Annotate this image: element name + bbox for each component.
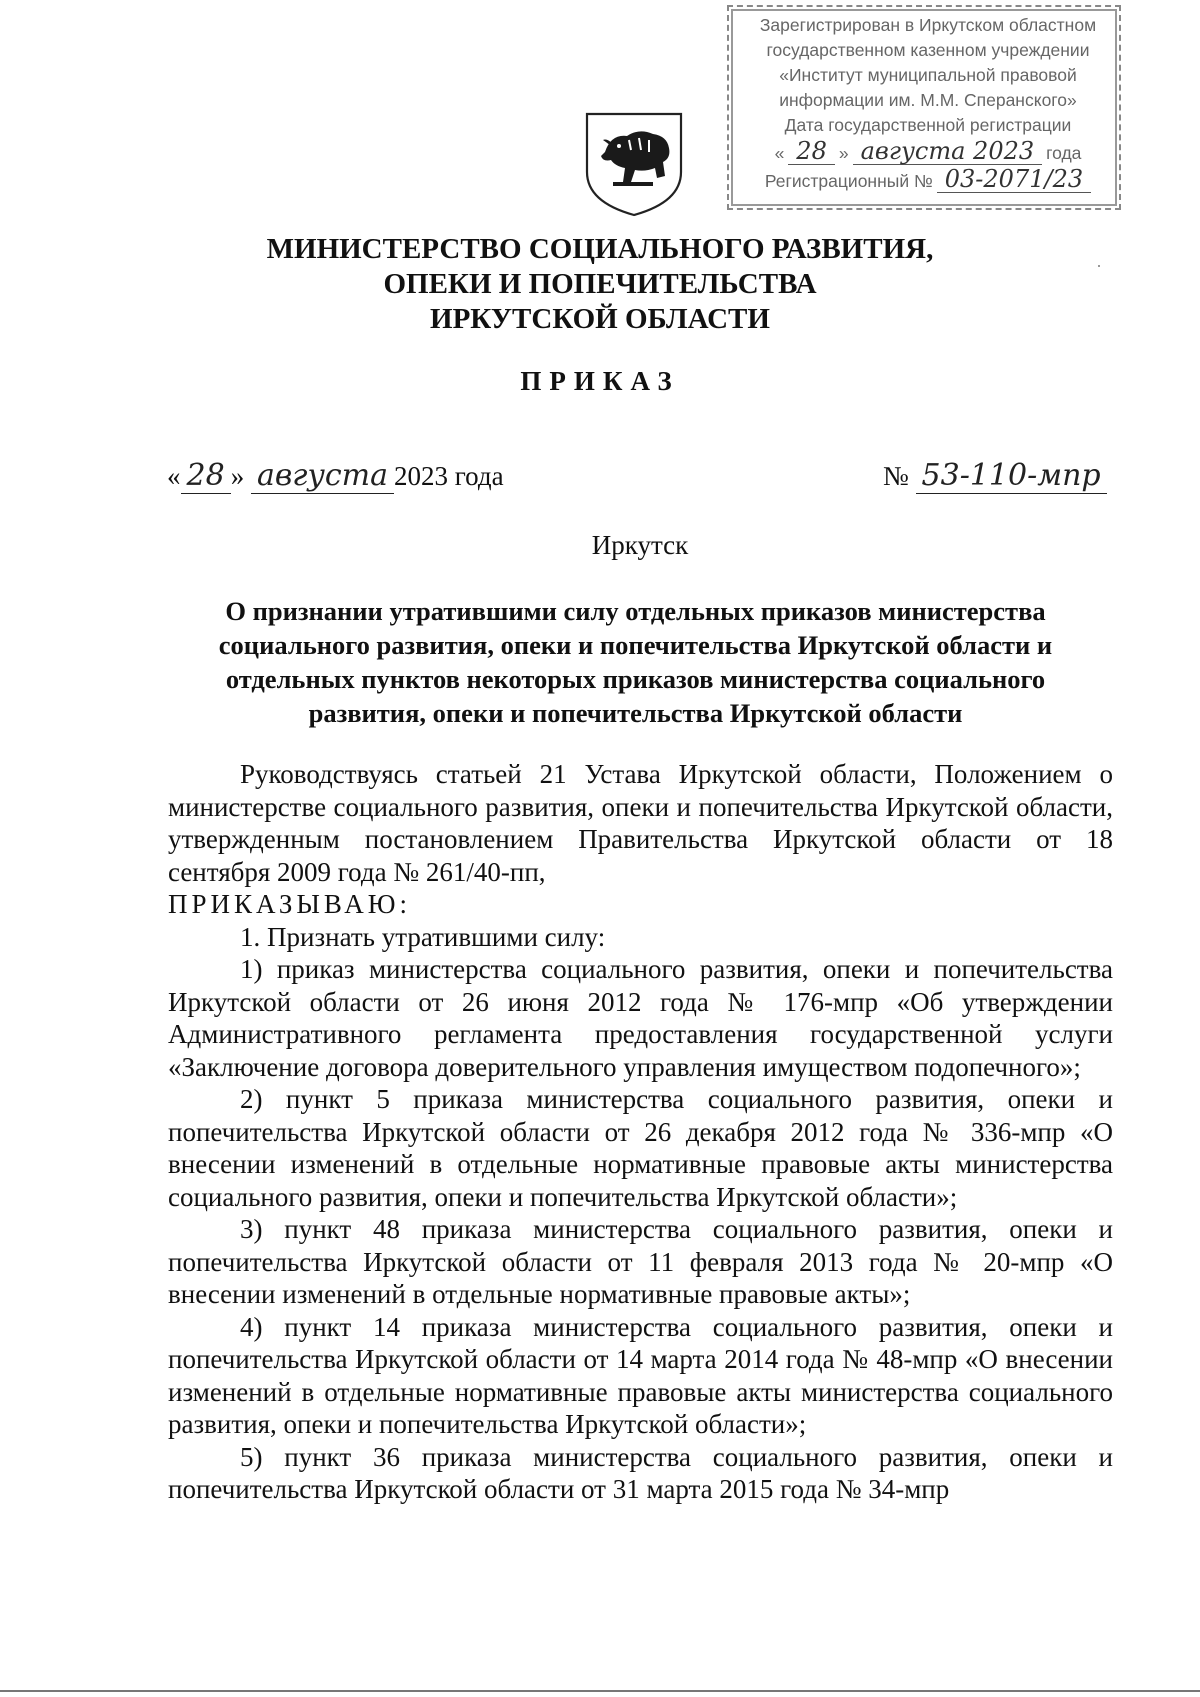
ministry-header — [0, 232, 1200, 337]
order-word: ПРИКАЗЫВАЮ: — [168, 889, 411, 919]
sub-item-1: 1) приказ министерства социального развития, опеки и попечительства Иркутской области от 26 июня 2012 года № 176-мпр «Об утверждении Административного регламента предоставления государственной услуги «Заключение договора доверительного управления имуществом подопечного»; — [168, 954, 1113, 1082]
stamp-line-4: информации им. М.М. Сперанского» — [779, 90, 1077, 110]
stamp-date-row — [747, 138, 1109, 166]
date-month: августа — [251, 458, 394, 494]
irkutsk-coat-of-arms-icon — [583, 110, 685, 218]
stamp-month: августа 2023 — [853, 138, 1043, 165]
number-sign: № — [883, 461, 909, 491]
stamp-day: 28 — [788, 138, 835, 165]
subject-line-2: социального развития, опеки и попечительства Иркутской области и — [218, 630, 1053, 660]
sub-item-2: 2) пункт 5 приказа министерства социального развития, опеки и попечительства Иркутской области от 26 декабря 2012 года № 336-мпр «О внесении изменений в отдельные нормативные правовые акты министерства социального развития, опеки и попечительства Иркутской области»; — [168, 1084, 1113, 1212]
stamp-year-suffix: года — [1046, 143, 1082, 163]
stamp-date-open: « — [774, 143, 785, 163]
sub-item-4: 4) пункт 14 приказа министерства социального развития, опеки и попечительства Иркутской области от 14 марта 2014 года № 48-мпр «О внесении изменений в отдельные нормативные правовые акты министерства социального развития, опеки и попечительства Иркутской области»; — [168, 1311, 1113, 1439]
sub-item-3: 3) пункт 48 приказа министерства социального развития, опеки и попечительства Иркутской области от 11 февраля 2013 года № 20-мпр «О внесении изменений в отдельные нормативные правовые акты»; — [168, 1214, 1113, 1309]
date-day: 28 — [181, 458, 231, 494]
date-open-quote: « — [167, 461, 181, 491]
date-year: 2023 года — [393, 461, 504, 491]
header-line-3: ИРКУТСКОЙ ОБЛАСТИ — [430, 303, 770, 335]
preamble-paragraph: Руководствуясь статьей 21 Устава Иркутской области, Положением о министерстве социального развития, опеки и попечительства Иркутской области, утвержденным постановлением Правительства Иркутской области от 18 сентября 2009 года № 261/40-пп, — [168, 759, 1113, 887]
order-title: ПРИКАЗ — [520, 366, 680, 396]
registration-stamp — [727, 5, 1121, 210]
subject-line-3: отдельных пунктов некоторых приказов министерства социального — [225, 664, 1046, 694]
order-date — [167, 458, 504, 493]
header-line-1: МИНИСТЕРСТВО СОЦИАЛЬНОГО РАЗВИТИЯ, — [266, 233, 934, 265]
item-1: 1. Признать утратившими силу: — [240, 921, 606, 952]
stamp-line-2: государственном казенном учреждении — [766, 40, 1090, 60]
stamp-line-5: Дата государственной регистрации — [784, 115, 1072, 135]
order-body — [168, 758, 1113, 1506]
stamp-reg-row — [747, 166, 1109, 194]
stamp-date-mid: » — [838, 143, 849, 163]
stamp-reg-number: 03-2071/23 — [937, 166, 1091, 193]
sub-item-5: 5) пункт 36 приказа министерства социального развития, опеки и попечительства Иркутской области от 31 марта 2015 года № 34-мпр — [168, 1441, 1113, 1504]
stamp-reg-label: Регистрационный № — [764, 171, 933, 191]
order-number — [883, 458, 1107, 493]
stamp-line-3: «Институт муниципальной правовой — [779, 65, 1077, 85]
order-subject — [168, 594, 1103, 730]
subject-line-1: О признании утратившими силу отдельных приказов министерства — [225, 596, 1046, 626]
stamp-line-1: Зарегистрирован в Иркутском областном — [759, 15, 1097, 35]
number-value: 53-110-мпр — [916, 458, 1107, 494]
subject-line-4: развития, опеки и попечительства Иркутской области — [308, 698, 963, 728]
page-bottom-edge — [0, 1690, 1200, 1692]
date-close-quote: » — [230, 461, 245, 491]
city: Иркутск — [591, 530, 689, 560]
header-line-2: ОПЕКИ И ПОПЕЧИТЕЛЬСТВА — [383, 268, 817, 300]
